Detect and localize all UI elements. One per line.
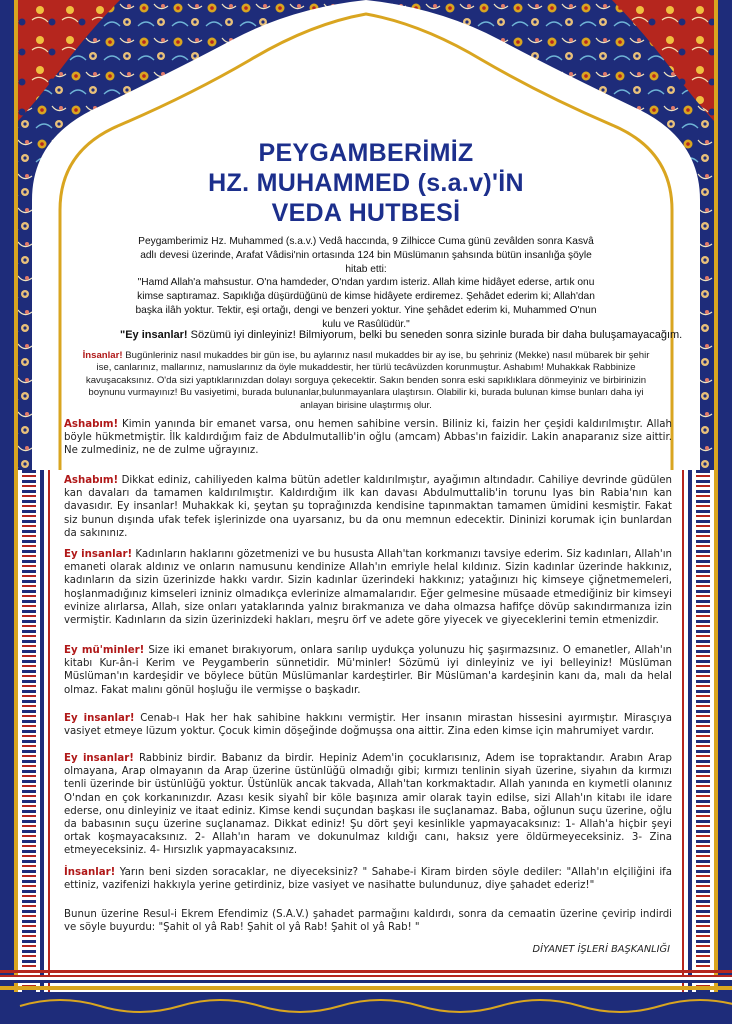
paragraph-4 [64,644,672,697]
paragraph-lead: Ashabım! [64,419,119,430]
paragraph-text: Rabbiniz birdir. Babanız da birdir. Hepiniz Adem'in çocuklarısınız, Adem ise topraktandır. Arabın Arap olmayana, Arap olmayanın da Arap üzerine üstünlüğü olmadığı gibi; kırmızı tenlinin siyah üzerine, siyahın da kırmızı tenli üzerinde bir üstünlüğü yoktur. Üstünlük ancak takvada, Allah'tan korkmaktadır. Allah yanında en kıymetli olanınız O'ndan en çok korkanınızdır. Azası kesik siyahî bir köle başınıza amir olarak tayin edilse, sizi Allah'ın kitabı ile idare ederse, onu dinleyiniz ve itaat ediniz. Kimse kendi suçundan başkası ile suçlanamaz. Baba, oğlunun suçu üzerine, oğlu da babasının suçu üzerine suçlanamaz. Dikkat ediniz! Şu dört şeyi kesinlikle yapmayacaksınız: 1- Allah'a hiçbir şeyi ortak koşmayacaksınız. 2- Allah'ın haram ve dokunulmaz kıldığı canı, haksız yere öldürmeyeceksiniz. 3- Zina etmeyeceksiniz. 4- Hırsızlık yapmayacaksınız. [64,753,672,857]
paragraph-0 [80,350,652,412]
paragraph-1 [64,418,672,458]
paragraph-text: Bugünleriniz nasıl mukaddes bir gün ise, bu aylarınız nasıl mukaddes bir ay ise, bu şehriniz (Mekke) nasıl mübarek bir şehir ise, canlarınız, mallarınız, namuslarınız da öyle mukaddestir, her türlü tecâvüzden korunmuştur. Ashabım! Muhakkak Rabbinize kavuşacaksınız. O'da sizi yaptıklarınızdan dolayı sorguya çekecektir. Sakın benden sonra eski sapıklıklara dönmeyiniz ve birbirinizin boynunu vurmayınız! Bu vasiyetimi, burada bulunanlar,bulunmayanlara ulaştırsın. Olabilir ki, burada bulunan kimse bunları daha iyi anlayan birisine ulaştırmış olur. [85,350,650,411]
paragraph-text: Dikkat ediniz, cahiliyeden kalma bütün adetler kaldırılmıştır, ayağımın altındadır. Cahiliye devrinde güdülen kan davaları da tamamen kaldırılmıştır. Kaldırdığım ilk kan davası Abdulmuttalib'in torunu Iyas bin Rabia'nın kan davasıdır. Ey insanlar! Muhakkak ki, şeytan şu toprağınızda kendisine tapınmaktan tamamen ümidini kesmiştir. Fakat siz bunun dışında ufak tefek işlerinizde ona uyarsanız, bu da onu memnun edecektir. Dininizi korumak için bunlardan da sakınınız. [64,475,672,539]
intro-text: Peygamberimiz Hz. Muhammed (s.a.v.) Vedâ haccında, 9 Zilhicce Cuma günü zevâlden sonra Kasvâ adlı devesi üzerinde, Arafat Vâdisi'nin ortasında 124 bin Müslümanın şahsında bütün insanlığa şöyle hitab etti: [138,236,594,275]
paragraph-text: Cenab-ı Hak her hak sahibine hakkını vermiştir. Her insanın mirastan hissesini ayırmıştır. Mirasçıya vasiyet etmeye lüzum yoktur. Çocuk kimin döşeğinde doğmuşsa ona aittir. Zina eden kimse için mahrumiyet vardır. [64,713,672,738]
paragraph-text: Kadınların haklarını gözetmenizi ve bu hususta Allah'tan korkmanızı tavsiye ederim. Siz kadınları, Allah'ın emaneti olarak aldınız ve onların namusunu kendinize Allah'ın emriyle helal kıldınız. Sizin kadınlar üzerinde hakkınız, kadınların da sizin üzerinizde hakkı vardır. Sizin kadınlar üzerindeki hakkınız; yatağınızı hiç kimseye çiğnetmemeleri, hoşlanmadığınız kimseleri izniniz olmadıkça evlerinize almamalarıdır. Eğer gelmesine müsaade etmediğiniz bir kimseyi evinize alırlarsa, Allah, size onları yataklarında yalnız bırakmanıza ve daha olmazsa hafifçe dövüp sakındırmanıza izin vermiştir. Kadınların da sizin üzerinizdeki hakları, meşru örf ve adete göre yiyecek ve giyeceklerini temin etmenizdir. [64,549,672,627]
title-line-3: VEDA HUTBESİ [271,199,461,227]
title-line-2: HZ. MUHAMMED (s.a.v)'İN [208,169,524,197]
paragraph-lead: Ey mü'minler! [64,645,145,656]
paragraph-lead: İnsanlar! [82,350,123,361]
first-call-text: Sözümü iyi dinleyiniz! Bilmiyorum, belki bu seneden sonra sizinle burada bir daha buluşamayacağım. [187,329,683,341]
title-line-1: PEYGAMBERİMİZ [258,139,474,167]
paragraph-text: Yarın beni sizden soracaklar, ne diyeceksiniz? " Sahabe-i Kiram birden söyle dediler: "Allah'ın elçiliğini ifa ettiniz, vazifenizi hakkıyla yerine getirdiniz, bize vasiyet ve nasihatte bulundunuz, diye şahadet ederiz!" [64,867,672,892]
paragraph-lead: Ey insanlar! [64,713,135,724]
paragraph-2 [64,474,672,540]
paragraph-lead: Ey insanlar! [64,549,133,560]
paragraph-7 [64,866,672,892]
paragraph-8 [64,908,672,934]
paragraph-lead: Ashabım! [64,475,119,486]
page-title [130,138,602,228]
paragraph-text: Size iki emanet bırakıyorum, onlara sarılıp uydukça yolunuzu hiç şaşırmazsınız. O emanetler, Allah'ın kitabı Kur-ân-i Kerim ve Peygamberin sünnetidir. Mü'minler! Sözümü iyi dinleyiniz ve iyi belleyiniz! Müslüman Müslüman'ın kardeşidir ve böylece bütün Müslümanlar kardeştirler. Bir Müslüman'a kardeşinin kanı da, malı da helal olmaz. Fakat malını gönül hoşluğu ile vermişse o başkadır. [64,645,672,696]
paragraph-text: Bunun üzerine Resul-i Ekrem Efendimiz (S.A.V.) şahadet parmağını kaldırdı, sonra da cemaatin üzerine çevirip indirdi ve söyle buyurdu: "Şahit ol yâ Rab! Şahit ol yâ Rab! Şahit ol yâ Rab! " [64,909,672,934]
paragraph-5 [64,712,672,738]
paragraph-lead: İnsanlar! [64,867,116,878]
first-call-lead: "Ey insanlar! [120,329,188,341]
signature: DİYANET İŞLERİ BAŞKANLIĞI [532,944,670,955]
first-call [120,328,683,342]
opening-quote: "Hamd Allah'a mahsustur. O'na hamdeder, O'ndan yardım isteriz. Allah kime hidâyet ederse, artık onu kimse saptıramaz. Sapıklığa düşürdüğünü de kimse hidâyete erdiremez. Şehâdet ederim ki; Allah'dan başka ilâh yoktur. Tektir, eşi ortağı, dengi ve benzeri yoktur. Yine şehâdet ederim ki, Muhammed O'nun kulu ve Rasûlüdür." [135,277,597,330]
paragraph-text: Kimin yanında bir emanet varsa, onu hemen sahibine versin. Biliniz ki, faizin her çeşidi kaldırılmıştır. Allah böyle hükmetmiştir. İlk kaldırdığım faiz de Abdulmutallib'in oğlu (amcam) Abbas'ın faizidir. Lakin anaparanız size aittir. Ne zulmediniz, ne de zulme uğrayınız. [64,419,672,457]
paragraph-3 [64,548,672,627]
paragraph-6 [64,752,672,858]
paragraph-lead: Ey insanlar! [64,753,134,764]
